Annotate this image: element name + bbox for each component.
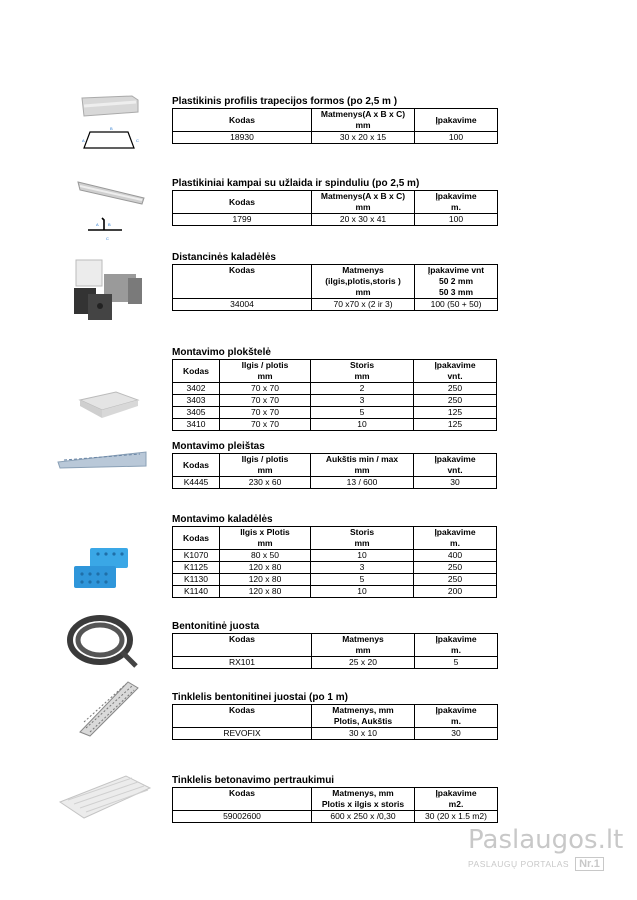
section-mounting-plate	[172, 347, 497, 431]
table-row: RX101 25 x 20 5	[173, 657, 498, 669]
table-row: 3405 70 x 70 5 125	[173, 407, 497, 419]
spec-table: Kodas Matmenys, mm Plotis, Aukštis Įpakavime m. REVOFIX 30 x 10 30	[172, 704, 498, 740]
spec-table: Kodas Matmenys mm Įpakavime m. RX101 25 x 20 5	[172, 633, 498, 669]
table-row: 3410 70 x 70 10 125	[173, 419, 497, 431]
table-row: K1070 80 x 50 10 400	[173, 550, 497, 562]
col-header: Matmenys(A x B x C) mm	[312, 109, 415, 132]
section-title: Tinklelis betonavimo pertraukimui	[172, 775, 335, 786]
table-row: 59002600 600 x 250 x /0,30 30 (20 x 1.5 m2)	[173, 811, 498, 823]
section-title: Bentonitinė juosta	[172, 621, 260, 632]
table-row: 18930 30 x 20 x 15 100	[173, 132, 498, 144]
watermark-tagline: PASLAUGŲ PORTALAS	[468, 859, 570, 869]
spec-table: Kodas Matmenys (ilgis,plotis,storis ) mm Įpakavime vnt 50 2 mm 50 3 mm 34004 70 x70 x (2 ir 3) 100 (50 + 50)	[172, 264, 498, 311]
section-bentonite-mesh	[172, 692, 498, 740]
watermark-brand: Paslaugos.lt	[468, 825, 624, 855]
watermark-logo	[468, 825, 624, 878]
table-row: REVOFIX 30 x 10 30	[173, 728, 498, 740]
trapezoid-profile-image	[74, 92, 144, 154]
section-title: Montavimo kaladėlės	[172, 514, 273, 525]
col-header: Kodas	[173, 109, 312, 132]
table-row: 3403 70 x 70 3 250	[173, 395, 497, 407]
section-title: Plastikinis profilis trapecijos formos (po 2,5 m )	[172, 96, 398, 107]
svg-text:C: C	[136, 138, 139, 143]
table-row: 34004 70 x70 x (2 ir 3) 100 (50 + 50)	[173, 299, 498, 311]
svg-text:B: B	[108, 222, 111, 227]
mounting-wedge-image	[54, 444, 150, 474]
concrete-stop-mesh-image	[56, 772, 152, 822]
spec-table: Kodas Ilgis / plotis mm Aukštis min / max mm Įpakavime vnt. K4445 230 x 60 13 / 600 30	[172, 453, 497, 489]
table-row: K1130 120 x 80 5 250	[173, 574, 497, 586]
diagram-label-a: B	[110, 126, 113, 131]
svg-text:A: A	[82, 138, 85, 143]
bentonite-strip-image	[62, 612, 138, 668]
table-row: K1140 120 x 80 10 200	[173, 586, 497, 598]
watermark-badge: Nr.1	[575, 857, 604, 871]
section-mounting-blocks	[172, 514, 497, 598]
section-title: Distancinės kaladėlės	[172, 252, 276, 263]
table-row: 1799 20 x 30 x 41 100	[173, 214, 498, 226]
col-header: Įpakavime	[415, 109, 498, 132]
section-title: Montavimo pleištas	[172, 441, 265, 452]
section-corner-profile	[172, 178, 498, 226]
spacer-blocks-image	[70, 256, 150, 326]
spec-table	[172, 108, 498, 144]
bentonite-mesh-image	[72, 676, 142, 738]
section-trapezoid-profile	[172, 96, 498, 144]
section-spacer-blocks	[172, 252, 498, 311]
spec-table: Kodas Matmenys, mm Plotis x ilgis x storis Įpakavime m2. 59002600 600 x 250 x /0,30 30 (20 x 1.5 m2)	[172, 787, 498, 823]
svg-text:A: A	[96, 222, 99, 227]
section-title: Plastikiniai kampai su užlaida ir spinduliu (po 2,5 m)	[172, 178, 420, 189]
table-row: 3402 70 x 70 2 250	[173, 383, 497, 395]
corner-profile-image	[74, 176, 148, 246]
section-title: Tinklelis bentonitinei juostai (po 1 m)	[172, 692, 348, 703]
table-row: K4445 230 x 60 13 / 600 30	[173, 477, 497, 489]
spec-table: Kodas Ilgis x Plotis mm Storis mm Įpakavime m. K1070 80 x 50 10 400 K1125 120 x 80 3 250 K1130 120 x 80 5 250 K1140 120 x 80 10 200	[172, 526, 497, 598]
section-mounting-wedge	[172, 441, 497, 489]
spec-table: Kodas Matmenys(A x B x C) mm Įpakavime m. 1799 20 x 30 x 41 100	[172, 190, 498, 226]
spec-table: Kodas Ilgis / plotis mm Storis mm Įpakavime vnt. 3402 70 x 70 2 250 3403 70 x 70 3 250 3405 70 x 70 5 125 3410 70 x 70 10 125	[172, 359, 497, 431]
section-concrete-stop-mesh	[172, 775, 498, 823]
mounting-blocks-image	[70, 544, 140, 594]
mounting-plate-image	[76, 388, 140, 424]
table-row: K1125 120 x 80 3 250	[173, 562, 497, 574]
section-bentonite-strip	[172, 621, 498, 669]
svg-text:C: C	[106, 236, 109, 241]
section-title: Montavimo plokštelė	[172, 347, 271, 358]
